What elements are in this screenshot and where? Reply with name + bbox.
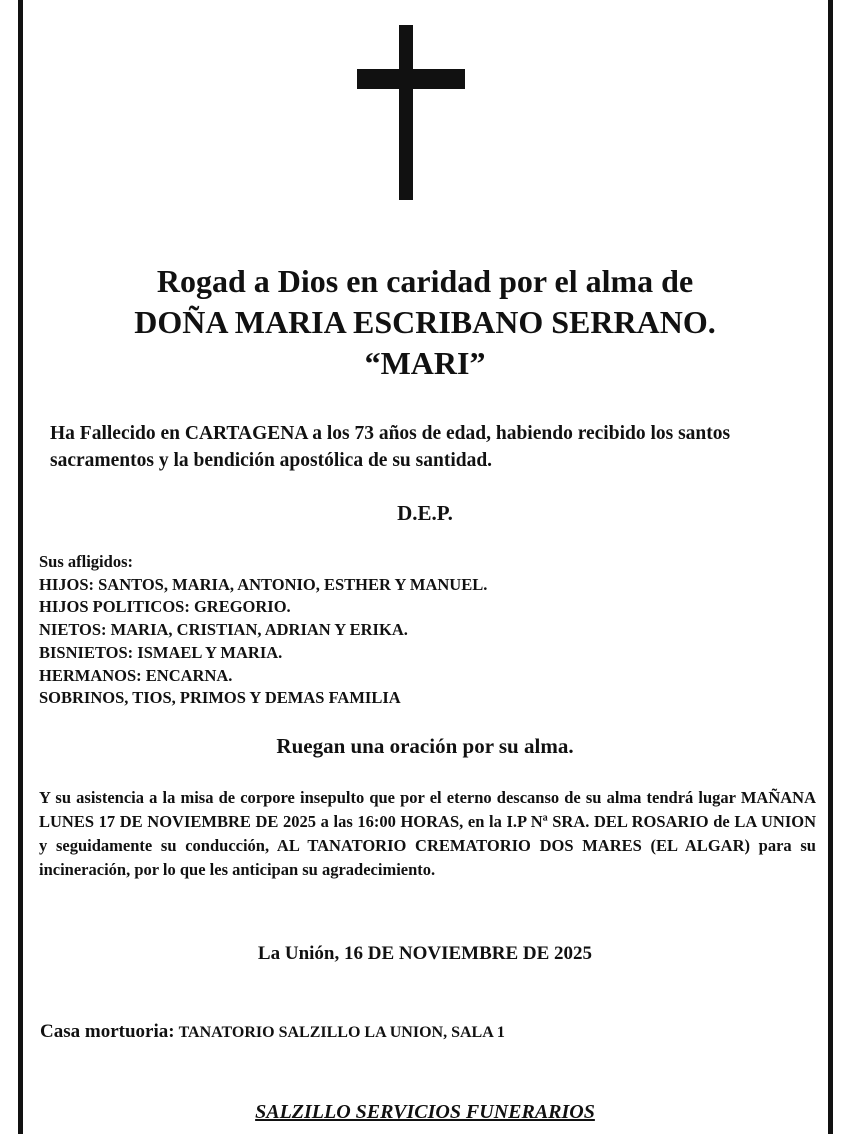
death-notice-paragraph: Ha Fallecido en CARTAGENA a los 73 años de edad, habiendo recibido los santos sacramentos y la bendición apostólica de su santidad. xyxy=(50,423,731,471)
mass-details-paragraph: Y su asistencia a la misa de corpore insepulto que por el eterno descanso de su alma tendrá lugar MAÑANA LUNES 17 DE NOVIEMBRE DE 2025 a las 16:00 HORAS, en la I.P Nª SRA. DEL ROSARIO de LA UNION y seguidamente su conducción, AL TANATORIO CREMATORIO DOS MARES (EL ALGAR) para su incineración, por lo que les anticipan su agradecimiento. xyxy=(39,788,816,879)
family-line: SOBRINOS, TIOS, PRIMOS Y DEMAS FAMILIA xyxy=(39,688,401,708)
funeral-company-name: SALZILLO SERVICIOS FUNERARIOS xyxy=(255,1101,595,1123)
funeral-home-value: TANATORIO SALZILLO LA UNION, SALA 1 xyxy=(178,1024,505,1041)
funeral-home-label: Casa mortuoria: xyxy=(40,1021,175,1042)
heading-prayer-line: Rogad a Dios en caridad por el alma de xyxy=(156,263,694,299)
family-line: BISNIETOS: ISMAEL Y MARIA. xyxy=(39,642,283,662)
place-date-line: La Unión, 16 DE NOVIEMBRE DE 2025 xyxy=(257,943,593,964)
cross-icon-horizontal-bar xyxy=(357,69,465,89)
prayer-request: Ruegan una oración por su alma. xyxy=(276,734,574,758)
funeral-home-line xyxy=(40,1019,505,1046)
cross-icon-vertical-bar xyxy=(399,25,413,200)
family-line: HIJOS POLITICOS: GREGORIO. xyxy=(39,597,291,617)
family-line: NIETOS: MARIA, CRISTIAN, ADRIAN Y ERIKA. xyxy=(39,620,408,640)
family-line: HIJOS: SANTOS, MARIA, ANTONIO, ESTHER Y MANUEL. xyxy=(39,574,488,594)
dep-line: D.E.P. xyxy=(397,501,453,525)
family-line: HERMANOS: ENCARNA. xyxy=(39,665,233,685)
family-list xyxy=(39,551,799,710)
family-list-title: Sus afligidos: xyxy=(39,552,133,571)
deceased-nickname: “MARI” xyxy=(364,345,486,381)
deceased-name: DOÑA MARIA ESCRIBANO SERRANO. xyxy=(134,304,716,340)
